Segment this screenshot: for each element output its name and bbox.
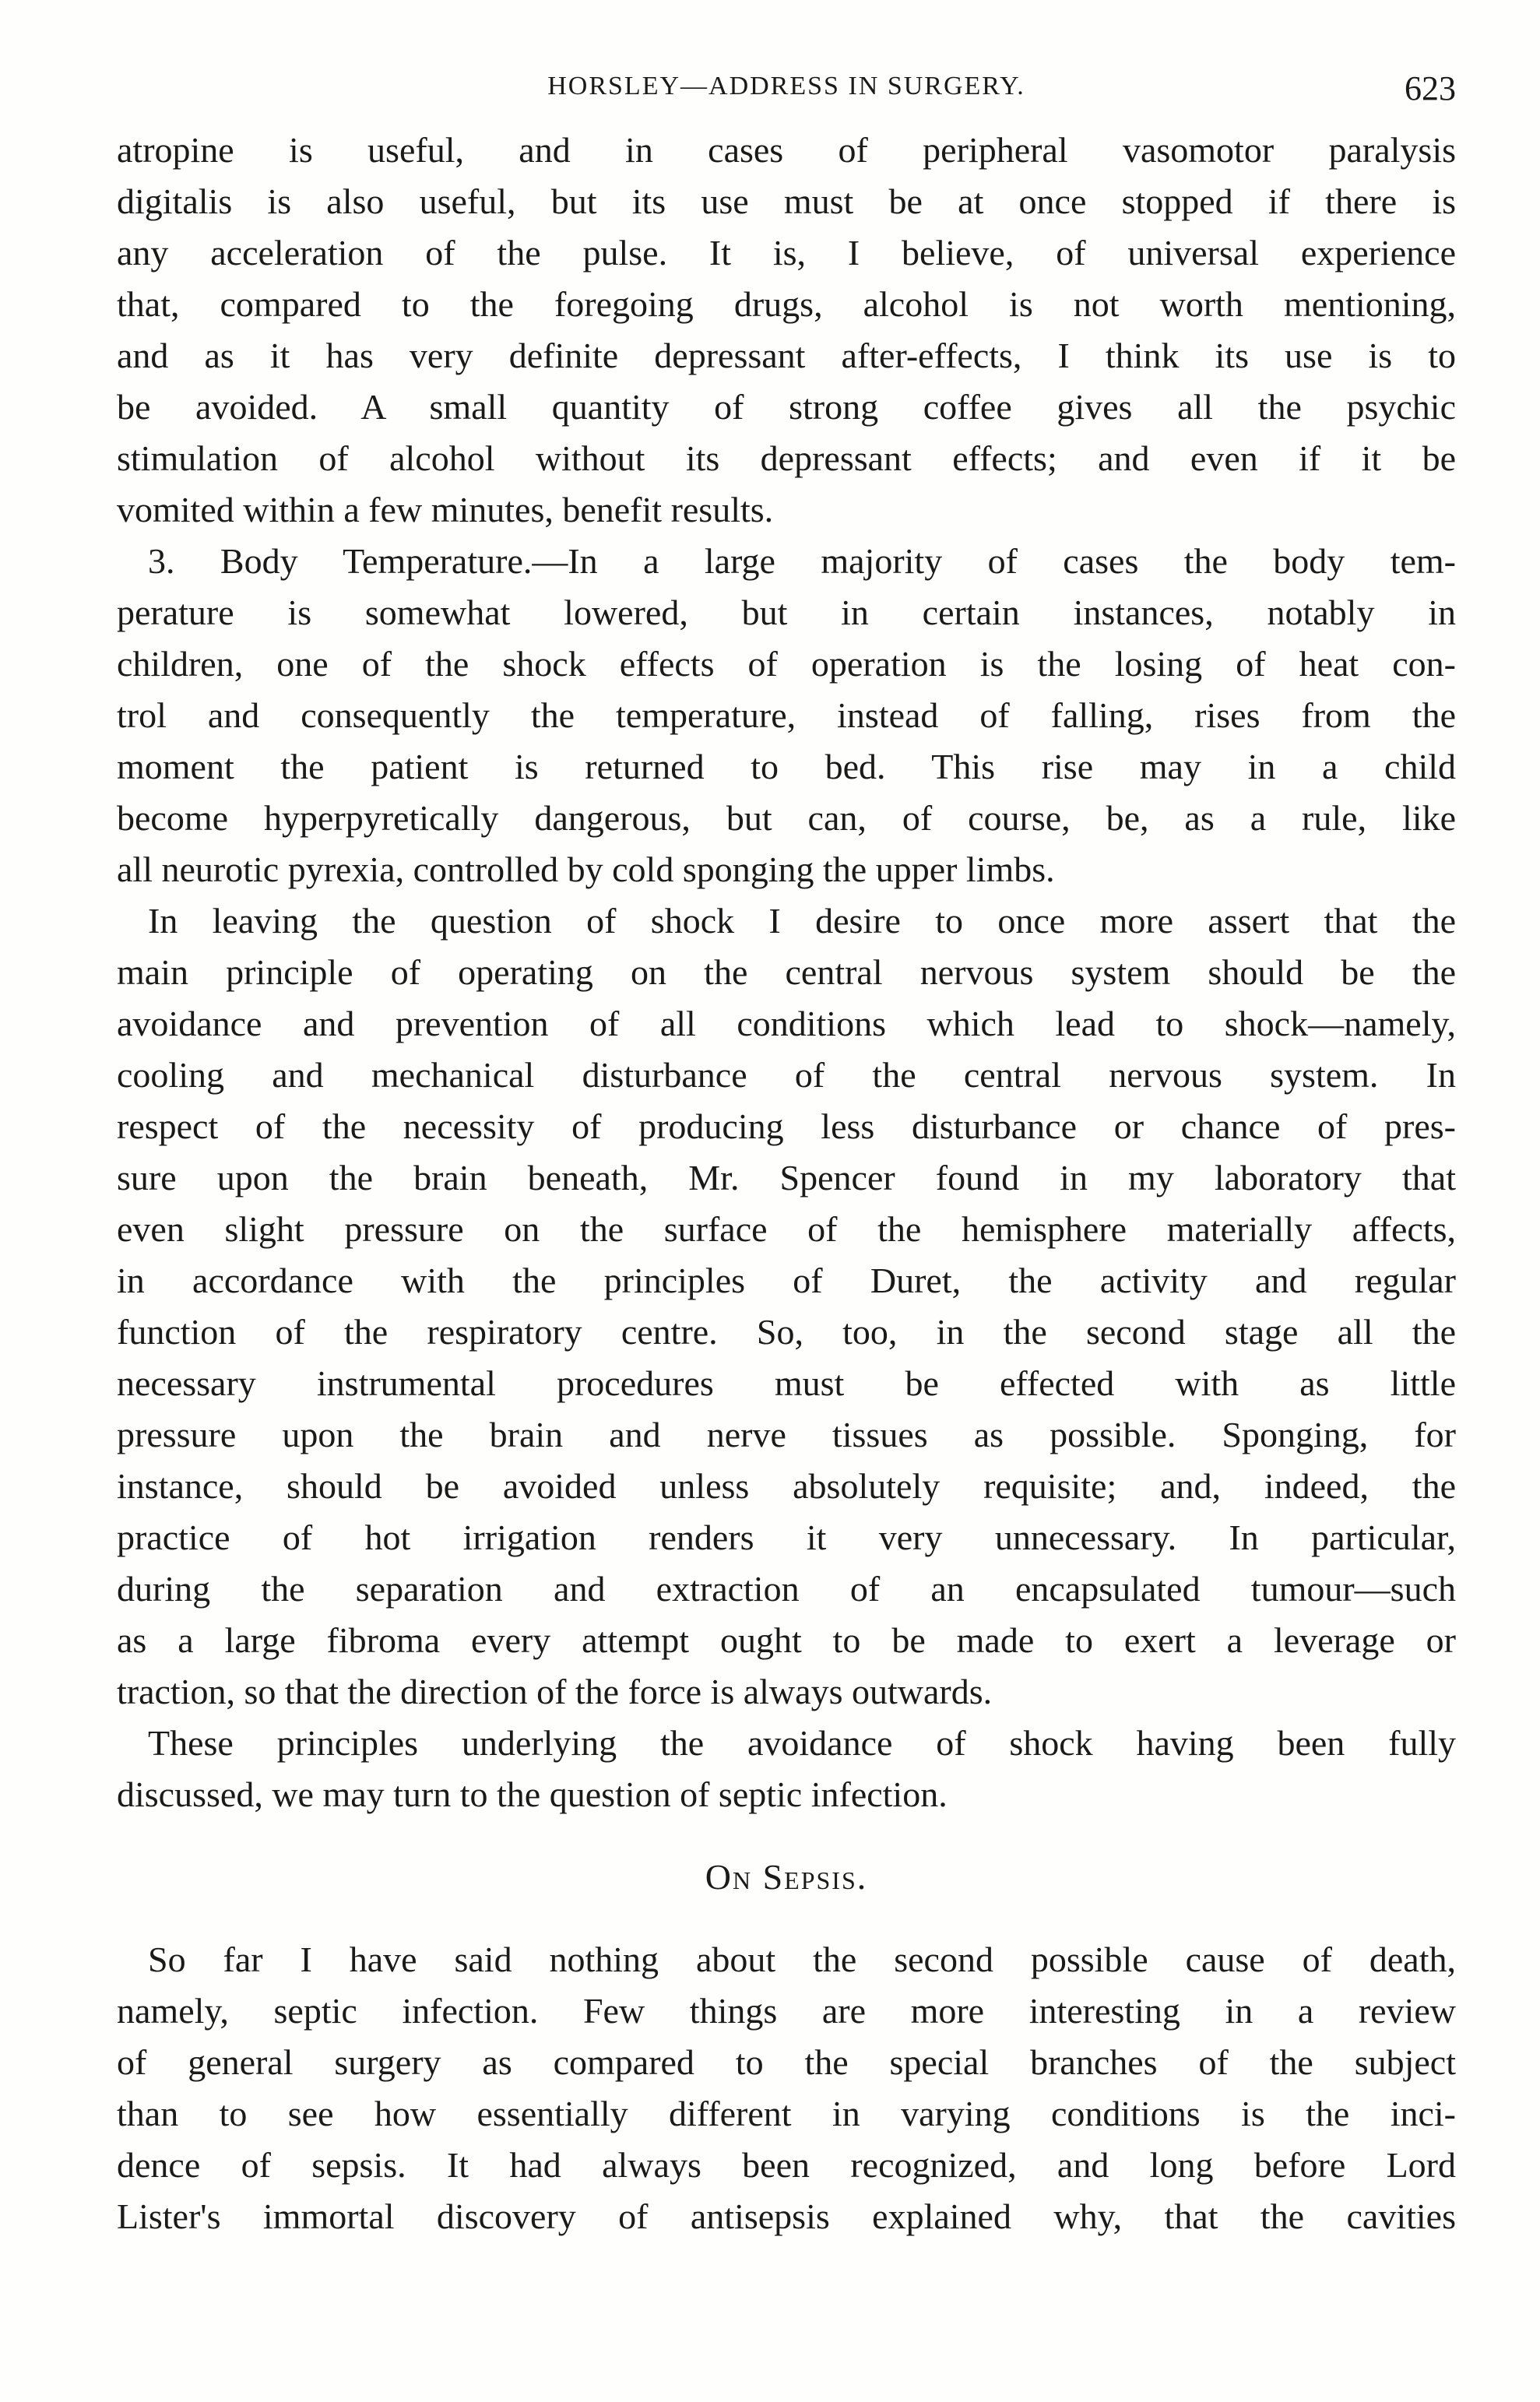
text-line: avoidance and prevention of all conditions which lead to shock—namely, xyxy=(117,1004,1456,1043)
text-line: 3. Body Temperature.—In a large majority of cases the body tem- xyxy=(148,541,1456,581)
section-heading: On Sepsis. xyxy=(705,1857,868,1897)
text-line: stimulation of alcohol without its depressant effects; and even if it be xyxy=(117,438,1456,478)
text-line: than to see how essentially different in varying conditions is the inci- xyxy=(117,2094,1456,2133)
text-line: children, one of the shock effects of operation is the losing of heat con- xyxy=(117,644,1456,684)
text-line: all neurotic pyrexia, controlled by cold sponging the upper limbs. xyxy=(117,849,1055,889)
text-line: and as it has very definite depressant after-effects, I think its use is to xyxy=(117,336,1456,375)
text-line: So far I have said nothing about the second possible cause of death, xyxy=(148,1940,1456,1979)
running-title: HORSLEY—ADDRESS IN SURGERY. xyxy=(547,72,1025,100)
text-line: These principles underlying the avoidance of shock having been fully xyxy=(148,1723,1456,1763)
text-line: any acceleration of the pulse. It is, I believe, of universal experience xyxy=(117,233,1456,273)
text-line: be avoided. A small quantity of strong coffee gives all the psychic xyxy=(117,387,1456,427)
text-line: digitalis is also useful, but its use must be at once stopped if there is xyxy=(117,181,1456,221)
text-line: respect of the necessity of producing less disturbance or chance of pres- xyxy=(117,1106,1456,1146)
text-line: namely, septic infection. Few things are more interesting in a review xyxy=(117,1991,1456,2031)
text-line: that, compared to the foregoing drugs, alcohol is not worth mentioning, xyxy=(117,284,1456,324)
text-line: instance, should be avoided unless absolutely requisite; and, indeed, the xyxy=(117,1466,1456,1506)
text-line: during the separation and extraction of an encapsulated tumour—such xyxy=(117,1569,1456,1609)
page-number: 623 xyxy=(1405,69,1456,107)
text-line: dence of sepsis. It had always been recognized, and long before Lord xyxy=(117,2145,1456,2185)
text-line: sure upon the brain beneath, Mr. Spencer found in my laboratory that xyxy=(117,1158,1456,1197)
text-line: atropine is useful, and in cases of peripheral vasomotor paralysis xyxy=(117,130,1456,170)
running-head xyxy=(117,69,1456,118)
text-line: become hyperpyretically dangerous, but can, of course, be, as a rule, like xyxy=(117,798,1456,838)
text-line: traction, so that the direction of the force is always outwards. xyxy=(117,1672,993,1711)
text-line: trol and consequently the temperature, instead of falling, rises from the xyxy=(117,695,1456,735)
text-line: main principle of operating on the central nervous system should be the xyxy=(117,952,1456,992)
text-line: as a large fibroma every attempt ought to be made to exert a leverage or xyxy=(117,1620,1456,1660)
text-line: necessary instrumental procedures must be effected with as little xyxy=(117,1363,1456,1403)
text-line: discussed, we may turn to the question of septic infection. xyxy=(117,1774,948,1814)
text-line: moment the patient is returned to bed. This rise may in a child xyxy=(117,747,1456,786)
text-line: cooling and mechanical disturbance of the central nervous system. In xyxy=(117,1055,1456,1095)
text-line: In leaving the question of shock I desire to once more assert that the xyxy=(148,901,1456,941)
text-line: vomited within a few minutes, benefit results. xyxy=(117,490,774,529)
text-line: perature is somewhat lowered, but in certain instances, notably in xyxy=(117,593,1456,632)
text-line: in accordance with the principles of Duret, the activity and regular xyxy=(117,1261,1456,1300)
text-line: pressure upon the brain and nerve tissues as possible. Sponging, for xyxy=(117,1415,1456,1454)
text-line: Lister's immortal discovery of antisepsis explained why, that the cavities xyxy=(117,2196,1456,2236)
text-line: practice of hot irrigation renders it very unnecessary. In particular, xyxy=(117,1518,1456,1557)
spacer xyxy=(117,1903,1456,1934)
text-line: even slight pressure on the surface of the hemisphere materially affects, xyxy=(117,1209,1456,1249)
spacer xyxy=(117,1820,1456,1852)
text-line: of general surgery as compared to the special branches of the subject xyxy=(117,2042,1456,2082)
text-line: function of the respiratory centre. So, too, in the second stage all the xyxy=(117,1312,1456,1352)
body-text xyxy=(117,125,1456,2242)
